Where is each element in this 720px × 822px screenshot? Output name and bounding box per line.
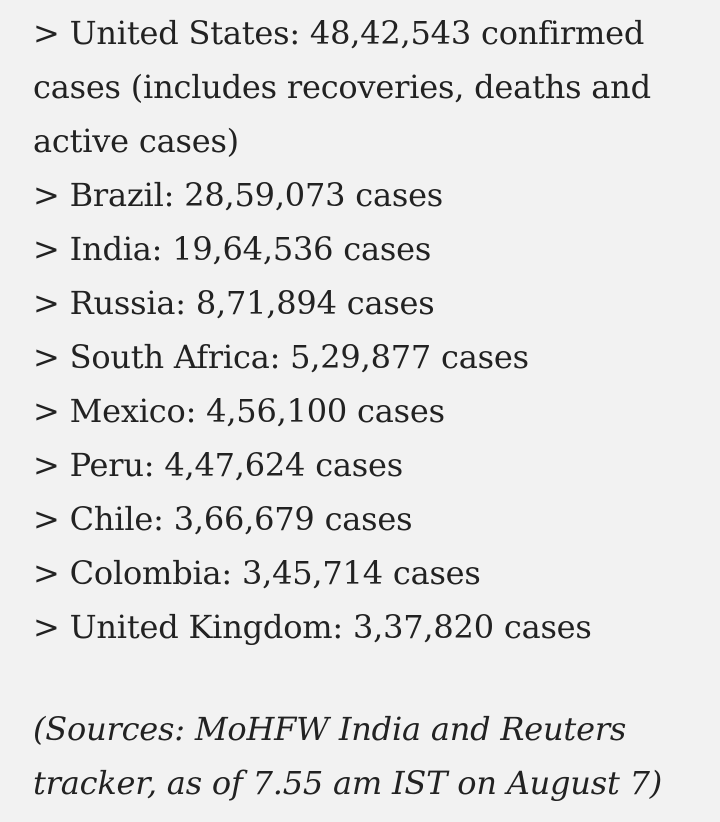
bullet-marker: > [33, 176, 60, 214]
bullet-marker: > [33, 446, 60, 484]
country-name: Russia [69, 284, 176, 322]
bullet-marker: > [33, 608, 60, 646]
case-item-united-states: > United States: 48,42,543 confirmed cases (includes recoveries, deaths and active cases) [33, 14, 651, 160]
case-unit: confirmed cases (includes recoveries, deaths and active cases) [33, 14, 651, 160]
country-name: United States [69, 14, 290, 52]
country-name: Chile [69, 500, 154, 538]
country-name: Peru [69, 446, 144, 484]
case-count: 8,71,894 [195, 284, 337, 322]
case-item-brazil: > Brazil: 28,59,073 cases [33, 176, 444, 214]
case-unit: cases [392, 554, 481, 592]
case-item-mexico: > Mexico: 4,56,100 cases [33, 392, 445, 430]
case-count: 3,45,714 [241, 554, 383, 592]
case-count: 28,59,073 [184, 176, 346, 214]
country-name: United Kingdom [69, 608, 333, 646]
case-unit: cases [357, 392, 445, 430]
case-item-russia: > Russia: 8,71,894 cases [33, 284, 435, 322]
bullet-marker: > [33, 230, 60, 268]
bullet-marker: > [33, 14, 60, 52]
sources-note: (Sources: MoHFW India and Reuters tracker, as of 7.55 am IST on August 7) [33, 710, 663, 802]
country-name: India [69, 230, 152, 268]
country-name: Brazil [69, 176, 164, 214]
case-count: 4,47,624 [164, 446, 306, 484]
country-name: Colombia [69, 554, 222, 592]
case-item-peru: > Peru: 4,47,624 cases [33, 446, 403, 484]
case-item-united-kingdom: > United Kingdom: 3,37,820 cases [33, 608, 592, 646]
bullet-marker: > [33, 338, 60, 376]
case-list [33, 6, 693, 654]
bullet-marker: > [33, 284, 60, 322]
bullet-marker: > [33, 392, 60, 430]
case-item-south-africa: > South Africa: 5,29,877 cases [33, 338, 529, 376]
bullet-marker: > [33, 554, 60, 592]
article-body [33, 6, 693, 810]
case-item-india: > India: 19,64,536 cases [33, 230, 432, 268]
case-count: 5,29,877 [290, 338, 432, 376]
case-count: 3,37,820 [352, 608, 494, 646]
country-name: South Africa [69, 338, 270, 376]
country-name: Mexico [69, 392, 186, 430]
case-count: 48,42,543 [309, 14, 471, 52]
case-count: 3,66,679 [173, 500, 315, 538]
case-unit: cases [324, 500, 413, 538]
bullet-marker: > [33, 500, 60, 538]
case-count: 4,56,100 [206, 392, 348, 430]
case-item-colombia: > Colombia: 3,45,714 cases [33, 554, 481, 592]
case-count: 19,64,536 [172, 230, 334, 268]
case-unit: cases [441, 338, 529, 376]
case-unit: cases [355, 176, 444, 214]
case-unit: cases [346, 284, 435, 322]
case-unit: cases [503, 608, 592, 646]
case-item-chile: > Chile: 3,66,679 cases [33, 500, 413, 538]
case-unit: cases [343, 230, 432, 268]
case-unit: cases [315, 446, 403, 484]
